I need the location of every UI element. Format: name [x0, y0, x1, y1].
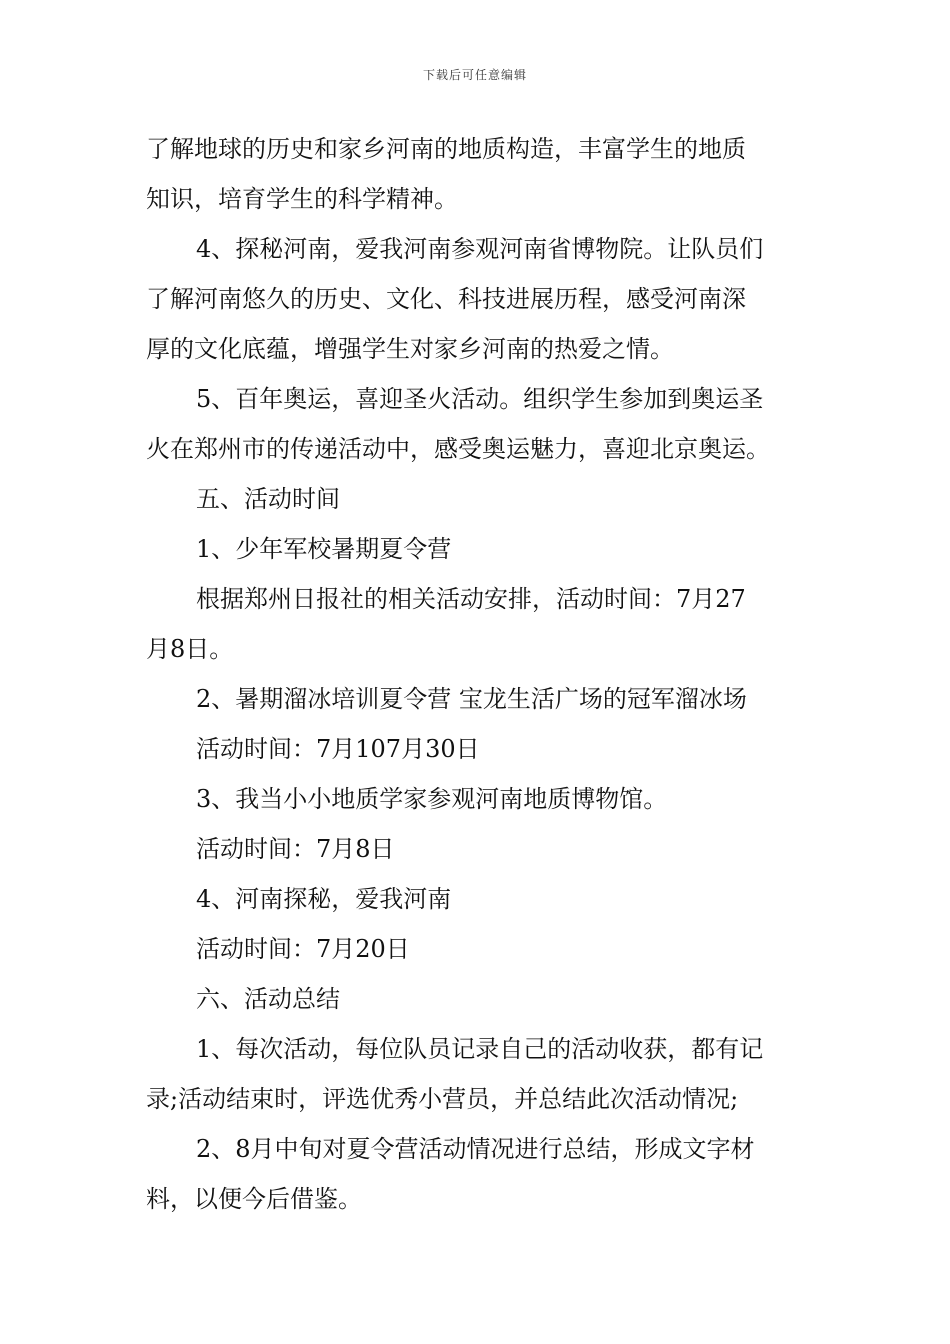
- text-line: 活动时间：7月20日: [196, 935, 410, 963]
- text-line: 5、百年奥运，喜迎圣火活动。组织学生参加到奥运圣: [196, 385, 764, 413]
- text-line: 2、暑期溜冰培训夏令营 宝龙生活广场的冠军溜冰场: [196, 685, 747, 713]
- section-heading: 五、活动时间: [196, 485, 340, 513]
- text-line: 了解河南悠久的历史、文化、科技进展历程，感受河南深: [146, 285, 746, 313]
- text-line: 录;活动结束时，评选优秀小营员，并总结此次活动情况;: [146, 1085, 739, 1113]
- text-line: 活动时间：7月8日: [196, 835, 395, 863]
- text-line: 1、少年军校暑期夏令营: [196, 535, 452, 563]
- page-header-note: 下载后可任意编辑: [422, 68, 527, 82]
- text-line: 知识，培育学生的科学精神。: [146, 185, 458, 213]
- text-line: 1、每次活动，每位队员记录自己的活动收获，都有记: [196, 1035, 764, 1063]
- text-line: 了解地球的历史和家乡河南的地质构造，丰富学生的地质: [146, 135, 746, 163]
- text-line: 火在郑州市的传递活动中，感受奥运魅力，喜迎北京奥运。: [146, 435, 770, 463]
- text-line: 月8日。: [146, 635, 234, 663]
- document-body: [146, 124, 806, 1224]
- text-line: 4、探秘河南，爱我河南参观河南省博物院。让队员们: [196, 235, 764, 263]
- text-line: 根据郑州日报社的相关活动安排，活动时间：7月27: [196, 585, 746, 613]
- text-line: 料，以便今后借鉴。: [146, 1185, 362, 1213]
- text-line: 2、8月中旬对夏令营活动情况进行总结，形成文字材: [196, 1135, 755, 1163]
- text-line: 3、我当小小地质学家参观河南地质博物馆。: [196, 785, 668, 813]
- text-line: 活动时间：7月107月30日: [196, 735, 480, 763]
- text-line: 厚的文化底蕴，增强学生对家乡河南的热爱之情。: [146, 335, 674, 363]
- text-line: 4、河南探秘，爱我河南: [196, 885, 452, 913]
- section-heading: 六、活动总结: [196, 985, 340, 1013]
